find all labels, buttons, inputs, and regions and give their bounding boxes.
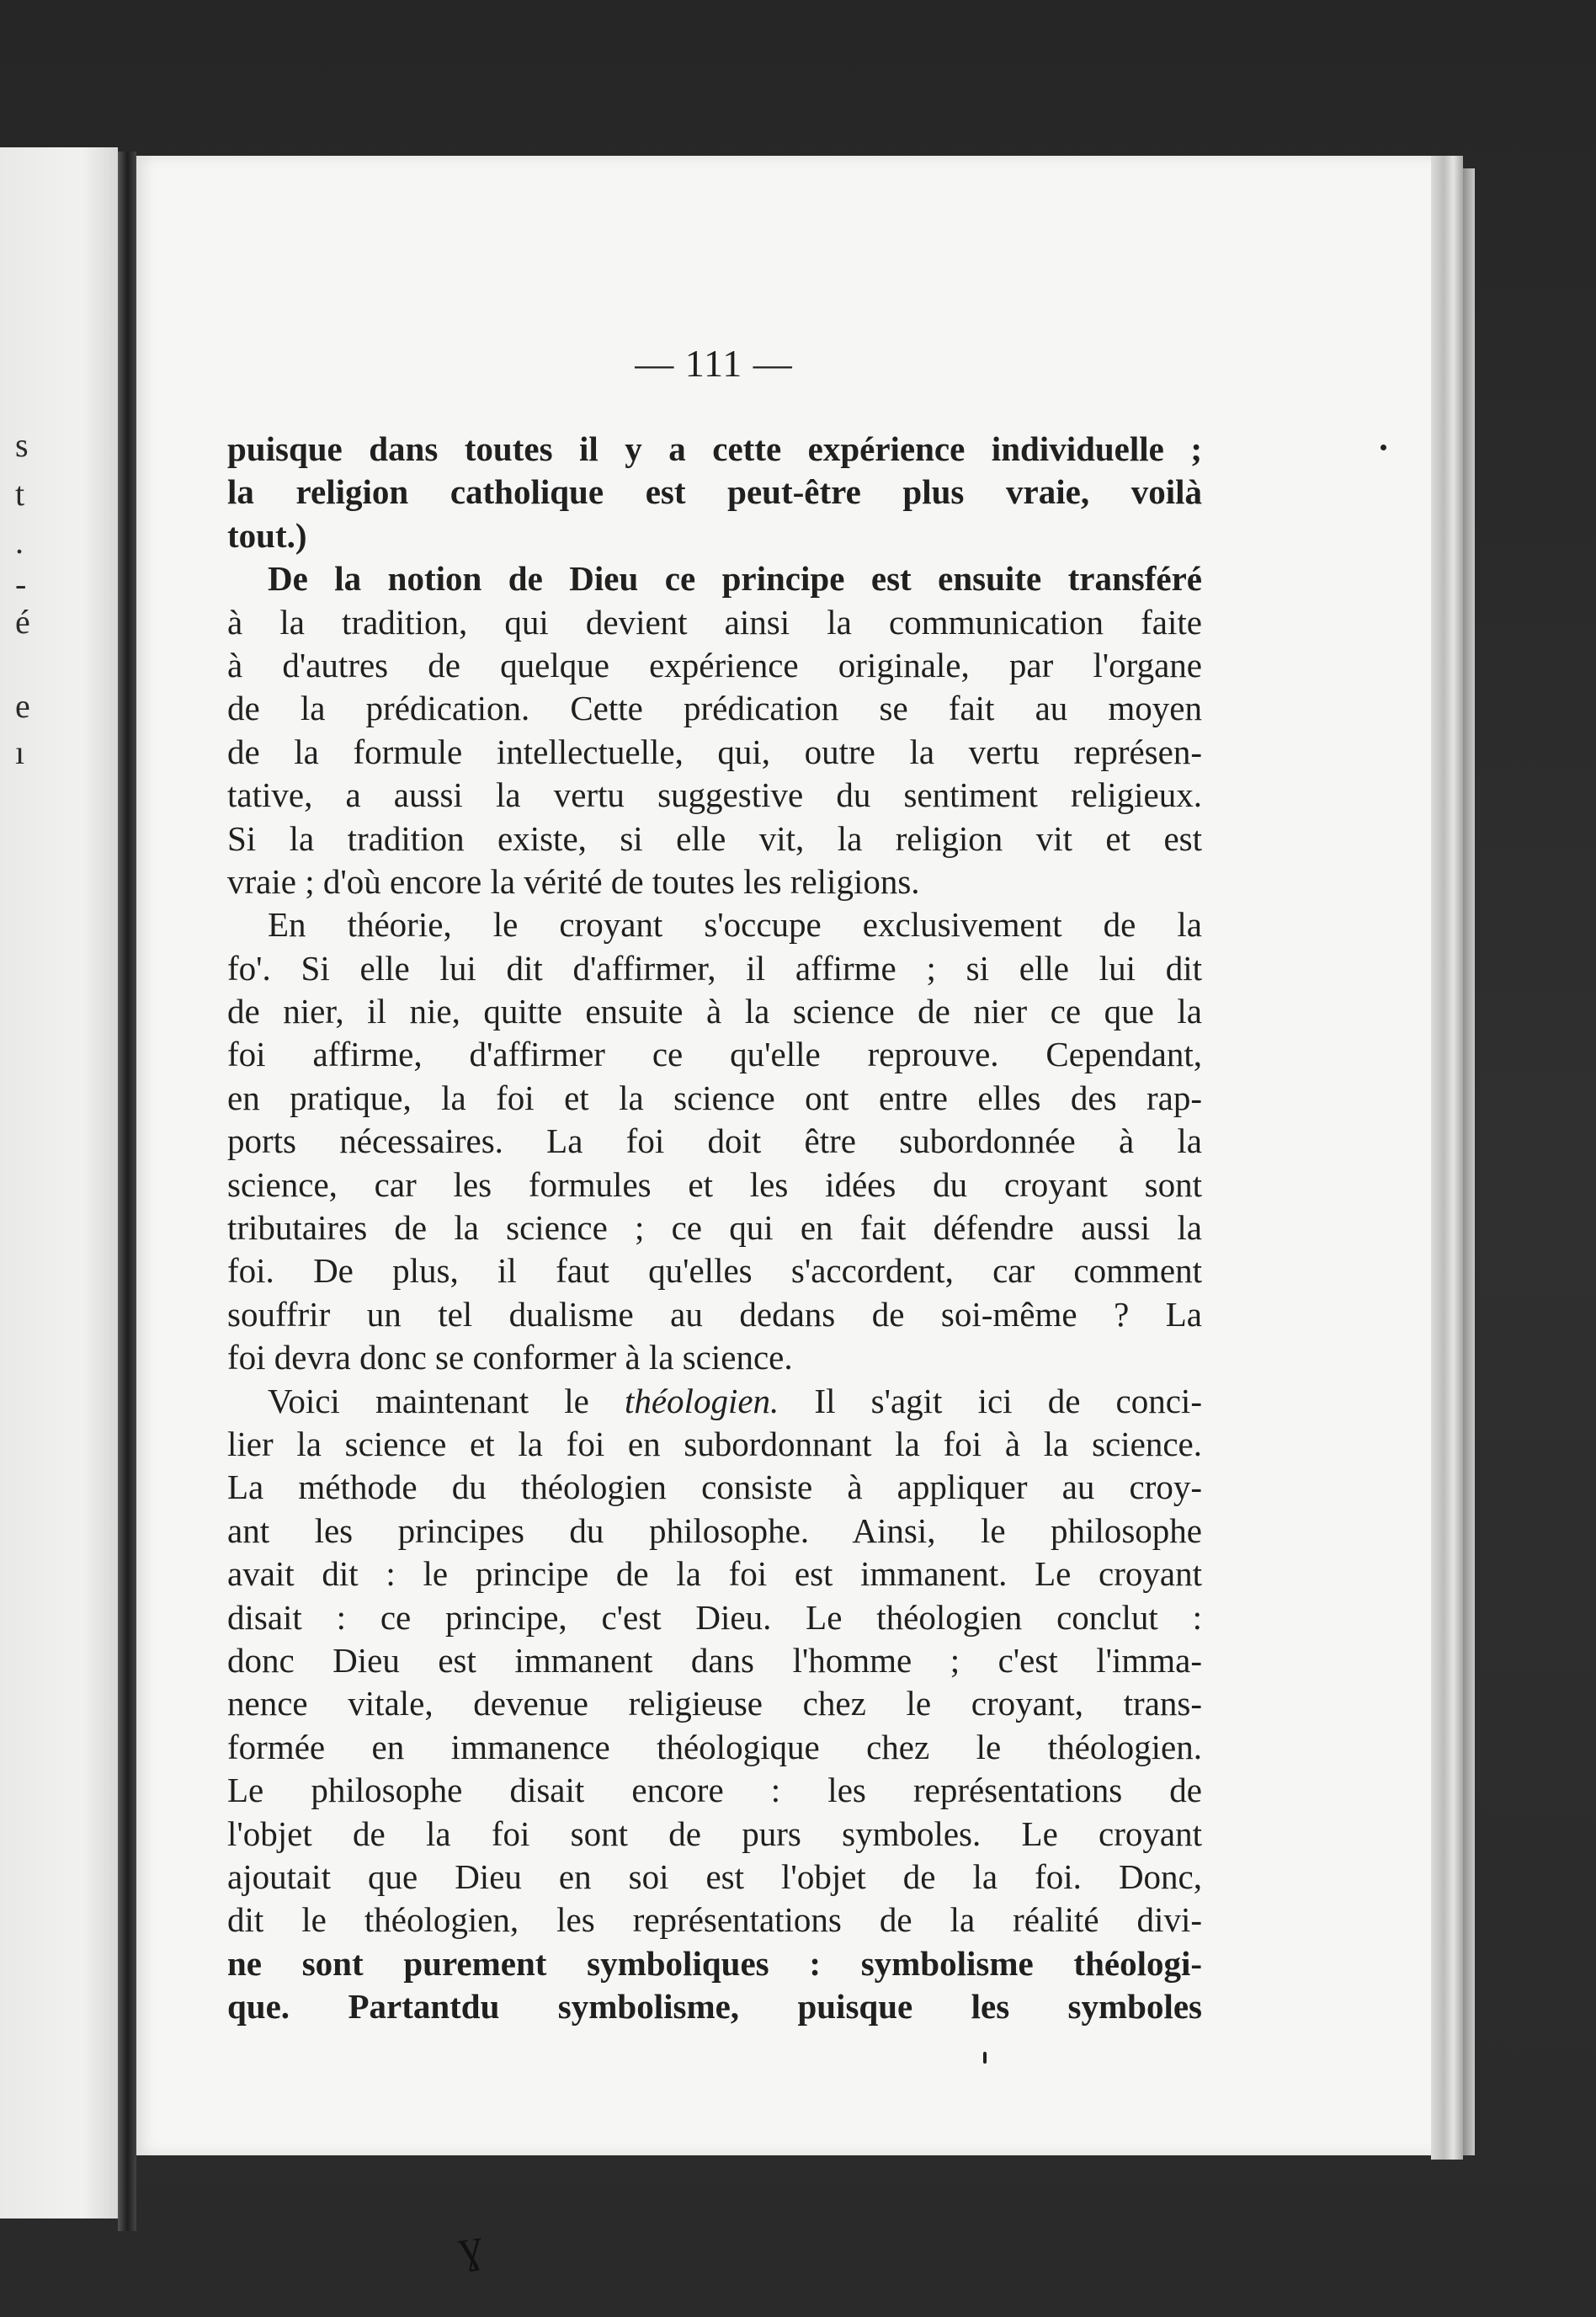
text-line: De la notion de Dieu ce principe est ensuite transféré bbox=[268, 559, 1202, 599]
scan-speck bbox=[1381, 445, 1386, 450]
book-gutter bbox=[118, 152, 136, 2231]
text-line: Si la tradition existe, si elle vit, la religion vit et est bbox=[227, 818, 1202, 858]
italic-term: théologien. bbox=[624, 1381, 779, 1420]
text-line: lier la science et la foi en subordonnant la foi à la science. bbox=[227, 1424, 1202, 1463]
text-line: En théorie, le croyant s'occupe exclusivement de la bbox=[268, 905, 1202, 945]
text-line: donc Dieu est immanent dans l'homme ; c'est l'imma- bbox=[227, 1640, 1202, 1680]
text-line: en pratique, la foi et la science ont entre elles des rap- bbox=[227, 1078, 1202, 1117]
text-line: la religion catholique est peut-être plus vraie, voilà bbox=[227, 472, 1202, 512]
text-line: dit le théologien, les représentations de la réalité divi- bbox=[227, 1900, 1202, 1940]
text-line: ant les principes du philosophe. Ainsi, le philosophe bbox=[227, 1510, 1202, 1550]
text-line bbox=[227, 1380, 1202, 1423]
text-line: foi affirme, d'affirmer ce qu'elle reprouve. Cependant, bbox=[227, 1035, 1202, 1074]
text-line: tative, a aussi la vertu suggestive du sentiment religieux. bbox=[227, 775, 1202, 815]
text-line: tributaires de la science ; ce qui en fait défendre aussi la bbox=[227, 1208, 1202, 1248]
edge-letter: e bbox=[15, 687, 30, 725]
text-line: souffrir un tel dualisme au dedans de soi-même ? La bbox=[227, 1294, 1202, 1334]
edge-letter: - bbox=[15, 565, 27, 603]
text-line: Le philosophe disait encore : les représentations de bbox=[227, 1771, 1202, 1810]
text-segment: Il s'agit ici de conci- bbox=[779, 1381, 1202, 1420]
text-line: de la prédication. Cette prédication se fait au moyen bbox=[227, 689, 1202, 728]
text-line: que. Partantdu symbolisme, puisque les symboles bbox=[227, 1987, 1202, 2027]
scan-mark: ɣ bbox=[455, 2218, 486, 2274]
previous-page-letters bbox=[0, 147, 118, 2218]
page-number: — 111 — bbox=[635, 342, 793, 385]
text-line: vraie ; d'où encore la vérité de toutes les religions. bbox=[227, 861, 920, 901]
text-line: de la formule intellectuelle, qui, outre la vertu représen- bbox=[227, 732, 1202, 771]
text-line: à d'autres de quelque expérience originale, par l'organe bbox=[227, 645, 1202, 684]
page-stack-edge-shadow bbox=[1463, 168, 1475, 2155]
text-line: ports nécessaires. La foi doit être subordonnée à la bbox=[227, 1121, 1202, 1161]
text-line: avait dit : le principe de la foi est immanent. Le croyant bbox=[227, 1554, 1202, 1594]
text-line: fo'. Si elle lui dit d'affirmer, il affirme ; si elle lui dit bbox=[227, 948, 1202, 988]
edge-letter: t bbox=[15, 475, 25, 513]
edge-letter: s bbox=[15, 426, 29, 464]
text-line: La méthode du théologien consiste à appliquer au croy- bbox=[227, 1467, 1202, 1507]
text-line: l'objet de la foi sont de purs symboles. Le croyant bbox=[227, 1814, 1202, 1853]
text-line: de nier, il nie, quitte ensuite à la science de nier ce que la bbox=[227, 992, 1202, 1031]
text-line: ajoutait que Dieu en soi est l'objet de la foi. Donc, bbox=[227, 1856, 1202, 1896]
text-line: ne sont purement symboliques : symbolisme théologi- bbox=[227, 1943, 1202, 1983]
previous-page-edge bbox=[0, 147, 118, 2218]
text-line: formée en immanence théologique chez le théologien. bbox=[227, 1727, 1202, 1766]
text-line: nence vitale, devenue religieuse chez le croyant, trans- bbox=[227, 1684, 1202, 1723]
body-text bbox=[227, 428, 1202, 2028]
edge-letter: . bbox=[15, 523, 24, 561]
text-line: à la tradition, qui devient ainsi la communication faite bbox=[227, 602, 1202, 642]
edge-letter: é bbox=[15, 603, 30, 641]
text-line: disait : ce principe, c'est Dieu. Le théologien conclut : bbox=[227, 1597, 1202, 1637]
page-stack-edge bbox=[1431, 156, 1463, 2160]
text-segment: Voici maintenant le bbox=[268, 1381, 625, 1420]
text-line: puisque dans toutes il y a cette expérience individuelle ; bbox=[227, 429, 1202, 468]
text-line: foi. De plus, il faut qu'elles s'accordent, car comment bbox=[227, 1251, 1202, 1291]
scan-speck bbox=[983, 2052, 987, 2064]
edge-letter: ı bbox=[15, 733, 25, 771]
text-line: science, car les formules et les idées du croyant sont bbox=[227, 1164, 1202, 1204]
text-line: tout.) bbox=[227, 515, 307, 555]
text-line: foi devra donc se conformer à la science. bbox=[227, 1338, 793, 1377]
